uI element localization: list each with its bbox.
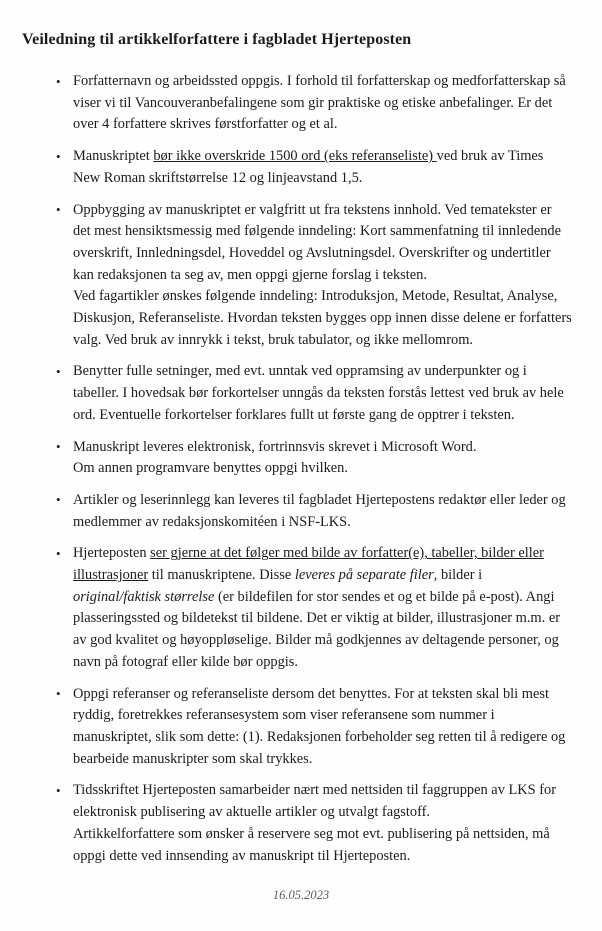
text-run: kan redaksjonen ta seg av, men oppgi gjerne forslag i teksten. [73, 266, 427, 283]
text-run: av god kvalitet og høyoppløselige. Bilder må godkjennes av deltagende personer, og [73, 632, 559, 649]
text-run: Oppgi referanser og referanseliste dersom det benyttes. For at teksten skal bli mest [73, 685, 549, 702]
text-run: original/faktisk størrelse [73, 588, 215, 605]
text-run: over 4 forfattere skrives førstforfatter og et al. [73, 116, 338, 133]
bullet-item [56, 684, 602, 771]
text-run: valg. Ved bruk av innrykk i tekst, bruk tabulator, og ikke mellomrom. [73, 331, 474, 348]
text-run: ord. Eventuelle forkortelser forklares fullt ut første gang de opptrer i teksten. [73, 406, 515, 423]
text-run: det mest hensiktsmessig med følgende inndeling: Kort sammenfatning til innledende [73, 223, 561, 240]
footer-date: 16.05.2023 [272, 888, 330, 902]
text-run: oppgi dette ved innsending av manuskript til Hjerteposten. [73, 847, 411, 864]
bullet-marker-icon: • [56, 686, 61, 702]
bullet-marker-icon: • [56, 782, 61, 798]
bullet-marker-icon: • [56, 148, 61, 164]
bullet-list [56, 71, 602, 877]
text-run: (er bildefilen for stor sendes et og et bilde på e-post). Angi [214, 588, 555, 605]
text-run: Hjerteposten [73, 545, 151, 562]
text-run: Manuskriptet [73, 148, 154, 165]
bullet-item [56, 543, 602, 673]
bullet-marker-icon: • [56, 545, 61, 561]
text-run: New Roman skriftstørrelse 12 og linjeavstand 1,5. [73, 169, 363, 186]
text-run: tabeller. I hovedsak bør forkortelser unngås da teksten forstås lettest ved bruk av hele [73, 385, 564, 402]
text-run: illustrasjoner [73, 567, 149, 584]
bullet-item [56, 490, 602, 533]
text-run: Artikkelforfattere som ønsker å reservere seg mot evt. publisering på nettsiden, må [73, 825, 550, 842]
text-run: Forfatternavn og arbeidssted oppgis. I forhold til forfatterskap og medforfatterskap så [73, 73, 566, 89]
text-run: Manuskript leveres elektronisk, fortrinnsvis skrevet i Microsoft Word. [73, 438, 477, 455]
bullet-item [56, 361, 602, 426]
text-run: ved bruk av Times [436, 148, 544, 165]
text-run: Tidsskriftet Hjerteposten samarbeider nært med nettsiden til faggruppen av LKS for [73, 782, 557, 799]
bullet-marker-icon: • [56, 363, 61, 379]
document-title: Veiledning til artikkelforfattere i fagbladet Hjerteposten [22, 31, 412, 48]
text-run: ryddig, foretrekkes referansesystem som viser referansene som nummer i [73, 707, 495, 724]
text-run: viser vi til Vancouveranbefalingene som gir praktiske og etiske anbefalinger. Er det [73, 94, 553, 111]
bullet-marker-icon: • [56, 439, 61, 455]
text-run: Oppbygging av manuskriptet er valgfritt ut fra tekstens innhold. Ved tematekster er [73, 201, 552, 218]
text-run: bør ikke overskride 1500 ord (eks referanseliste) [153, 148, 437, 165]
bullet-marker-icon: • [56, 492, 61, 508]
bullet-item [56, 71, 602, 136]
text-run: navn på fotograf eller kilde bør oppgis. [73, 653, 298, 670]
bullet-marker-icon: • [56, 73, 61, 89]
text-run: ser gjerne at det følger med bilde av forfatter(e), tabeller, bilder eller [150, 545, 544, 562]
text-run: Ved fagartikler ønskes følgende inndeling: Introduksjon, Metode, Resultat, Analyse, [73, 288, 558, 305]
text-run: Diskusjon, Referanseliste. Hvordan teksten bygges opp innen disse delene er forfatters [73, 310, 572, 327]
text-run: medlemmer av redaksjonskomitéen i NSF-LKS. [73, 513, 351, 530]
text-run: bearbeide manuskripter som skal trykkes. [73, 750, 313, 767]
bullet-item [56, 146, 602, 189]
text-run: elektronisk publisering av aktuelle artikler og utvalgt fagstoff. [73, 804, 431, 821]
text-run: , bilder i [433, 567, 483, 584]
text-run: leveres på separate filer [294, 567, 434, 584]
text-run: overskrift, Innledningsdel, Hoveddel og Avslutningsdel. Overskrifter og undertitler [73, 244, 551, 261]
bullet-item [56, 780, 602, 867]
text-run: Artikler og leserinnlegg kan leveres til fagbladet Hjertepostens redaktør eller leder og [73, 491, 566, 508]
text-run: manuskriptet, slik som dette: (1). Redaksjonen forbeholder seg retten til å redigere og [73, 728, 566, 745]
bullet-marker-icon: • [56, 202, 61, 218]
text-run: til manuskriptene. Disse [148, 567, 295, 584]
text-run: Om annen programvare benyttes oppgi hvilken. [73, 460, 348, 477]
bullet-item [56, 437, 602, 480]
bullet-item [56, 200, 602, 352]
text-run: plasseringssted og bildetekst til bildene. Det er viktig at bilder, illustrasjoner m.m. er [73, 610, 561, 627]
text-run: Benytter fulle setninger, med evt. unntak ved oppramsing av underpunkter og i [73, 363, 527, 380]
